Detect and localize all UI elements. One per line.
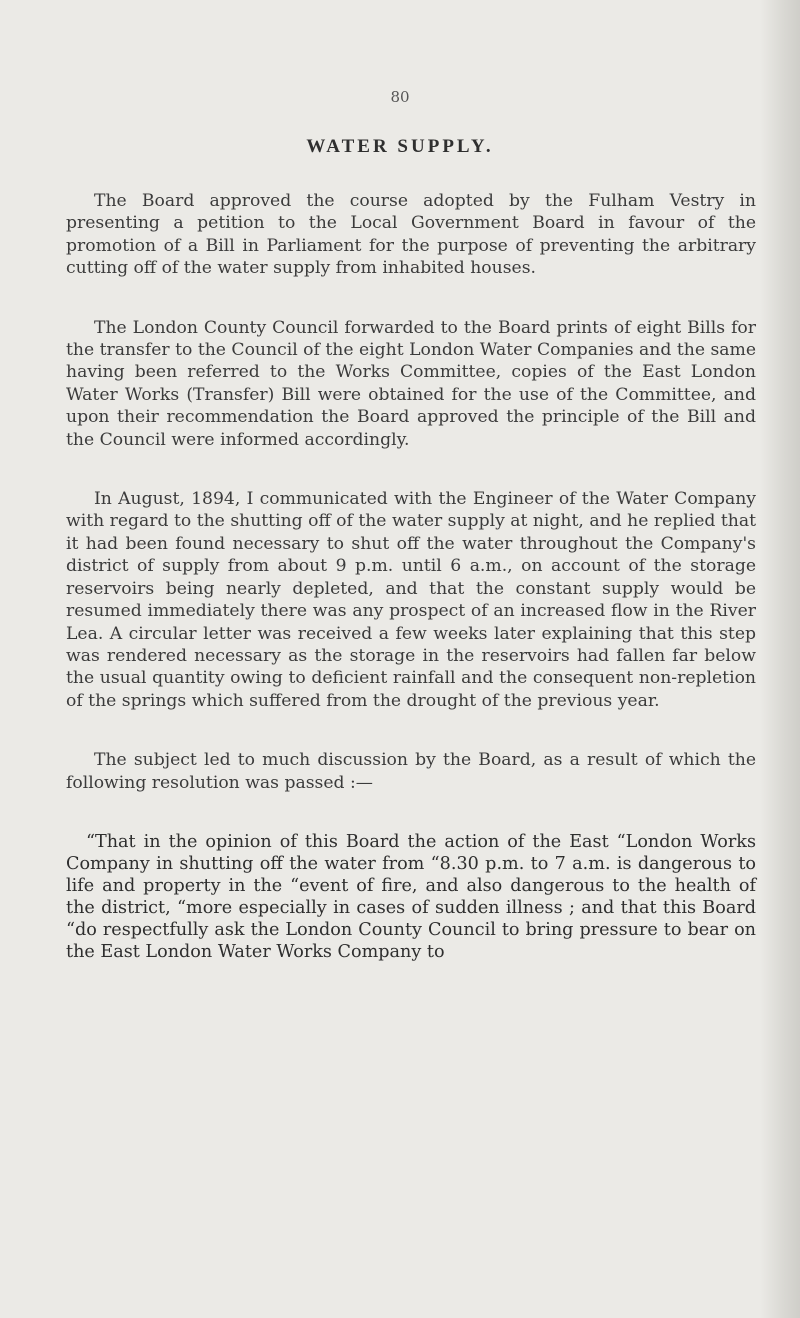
page-number: 80	[390, 88, 410, 106]
paragraph-fulham-vestry: The Board approved the course adopted by the Fulham Vestry in presenting a petition to the Local Government Board in favour of the promotion of a Bill in Parliament for the purpose of preventing the arbitrary cutting off of the water supply from inhabited houses.	[66, 191, 756, 279]
section-heading: WATER SUPPLY.	[306, 136, 494, 157]
paragraph-water-shut-off: In August, 1894, I communicated with the Engineer of the Water Company with regard to the shutting off of the water supply at night, and he replied that it had been found necessary to shut off the water throughout the Company's district of supply from about 9 p.m. until 6 a.m., on account of the storage reservoirs being nearly depleted, and that the constant supply would be resumed immediately there was any prospect of an increased flow in the River Lea. A circular letter was received a few weeks later explaining that this step was rendered necessary as the storage in the reservoirs had fallen far below the usual quantity owing to deficient rainfall and the consequent non-repletion of the springs which suffered from the drought of the previous year.	[66, 489, 756, 711]
page-edge-shadow	[760, 0, 800, 1318]
paragraph-resolution: “That in the opinion of this Board the action of the East “London Works Company in shutting off the water from “8.30 p.m. to 7 a.m. is dangerous to life and property in the “event of fire, and also dangerous to the health of the district, “more especially in cases of sudden illness ; and that this Board “do respectfully ask the London County Council to bring pressure to bear on the East London Water Works Company to	[66, 831, 756, 962]
paragraph-discussion: The subject led to much discussion by the Board, as a result of which the following resolution was passed :—	[66, 750, 756, 793]
body-text	[66, 190, 756, 1000]
paragraph-transfer-bills: The London County Council forwarded to the Board prints of eight Bills for the transfer to the Council of the eight London Water Companies and the same having been referred to the Works Committee, copies of the East London Water Works (Transfer) Bill were obtained for the use of the Committee, and upon their recommendation the Board approved the principle of the Bill and the Council were informed accordingly.	[66, 317, 756, 450]
